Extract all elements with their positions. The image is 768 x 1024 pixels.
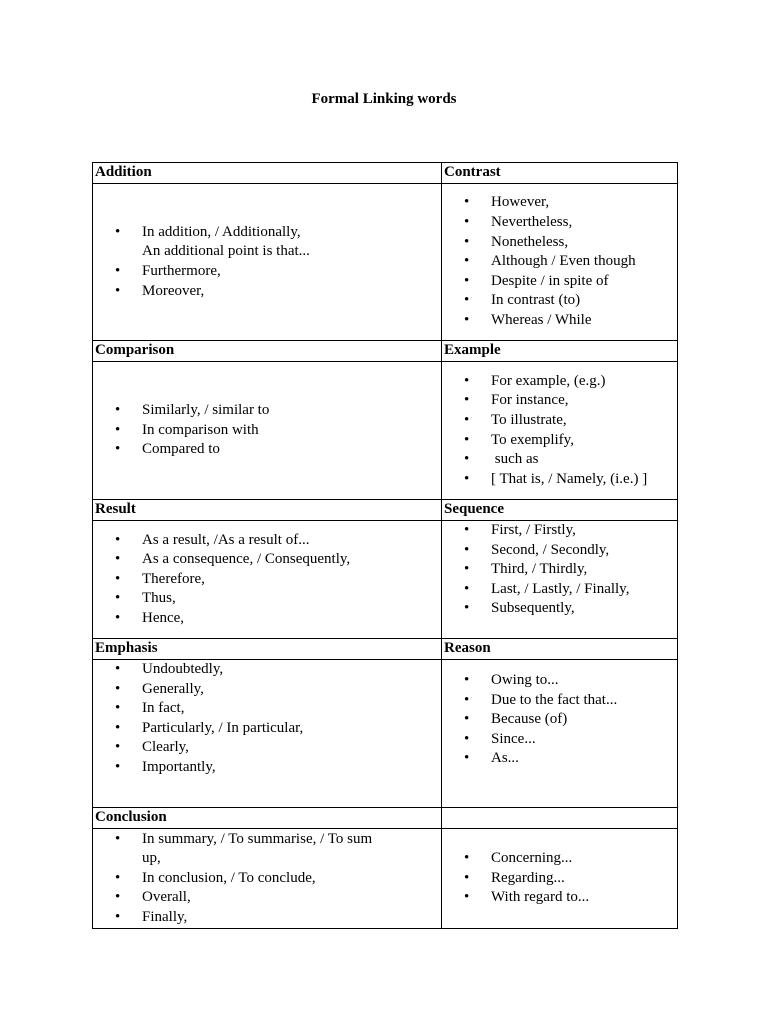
list-item: • Thus, (115, 589, 439, 609)
bullet-icon: • (115, 402, 121, 419)
bullet-icon: • (115, 830, 121, 847)
bullet-icon: • (464, 194, 470, 211)
table-content-row (93, 362, 678, 500)
list-item: • Particularly, / In particular, (115, 719, 439, 739)
bullet-icon: • (115, 869, 121, 886)
bullet-icon: • (464, 691, 470, 708)
bullet-icon: • (115, 739, 121, 756)
list-item: • Finally, (115, 908, 439, 928)
conclusion-cell (93, 829, 442, 929)
bullet-icon: • (464, 451, 470, 468)
list-item: • Since... (464, 730, 675, 750)
result-cell (93, 521, 442, 639)
list-item: • Nonetheless, (464, 233, 675, 253)
bullet-icon: • (464, 750, 470, 767)
bullet-icon: • (115, 908, 121, 925)
bullet-icon: • (464, 392, 470, 409)
list-item: • In addition, / Additionally, (115, 223, 439, 243)
table-content-row (93, 660, 678, 808)
contrast-cell (442, 184, 678, 341)
list-item: • Therefore, (115, 570, 439, 590)
list-item: • Importantly, (115, 758, 439, 778)
table-content-row (93, 521, 678, 639)
bullet-icon: • (115, 551, 121, 568)
bullet-icon: • (464, 850, 470, 867)
list-item: • In conclusion, / To conclude, (115, 869, 439, 889)
list-item: • Regarding... (464, 869, 675, 889)
table-header-row (93, 341, 678, 362)
comparison-list (95, 401, 439, 460)
example-cell (442, 362, 678, 500)
list-item: • As a consequence, / Consequently, (115, 550, 439, 570)
bullet-icon: • (115, 421, 121, 438)
bullet-icon: • (115, 263, 121, 279)
category-header-contrast: Contrast (442, 163, 678, 184)
bullet-icon: • (464, 730, 470, 747)
table-content-row (93, 184, 678, 341)
emphasis-list (95, 660, 439, 778)
list-item: • Due to the fact that... (464, 691, 675, 711)
list-item: • To illustrate, (464, 411, 675, 431)
sequence-list (444, 521, 675, 619)
bullet-icon: • (464, 541, 470, 558)
list-item: • Undoubtedly, (115, 660, 439, 680)
bullet-icon: • (464, 889, 470, 906)
table-header-row (93, 163, 678, 184)
list-item: • However, (464, 193, 675, 213)
list-item: • Despite / in spite of (464, 272, 675, 292)
contrast-list (444, 193, 675, 330)
list-item: • Furthermore, (115, 262, 439, 282)
list-item: • Owing to... (464, 671, 675, 691)
table-header-row (93, 639, 678, 660)
category-header-example: Example (442, 341, 678, 362)
bullet-icon: • (115, 680, 121, 697)
linking-words-table (92, 162, 678, 929)
list-item: • Hence, (115, 609, 439, 629)
list-item: • In comparison with (115, 421, 439, 441)
bullet-icon: • (464, 272, 470, 289)
bullet-icon: • (464, 672, 470, 688)
sequence-cell (442, 521, 678, 639)
list-item: • First, / Firstly, (464, 521, 675, 541)
category-header-reason: Reason (442, 639, 678, 660)
list-item: • Whereas / While (464, 311, 675, 331)
list-item: • In summary, / To summarise, / To sum (115, 830, 439, 850)
result-list (95, 531, 439, 629)
category-header-blank (442, 808, 678, 829)
bullet-icon: • (115, 441, 121, 458)
category-header-emphasis: Emphasis (93, 639, 442, 660)
bullet-icon: • (464, 233, 470, 250)
table-header-row (93, 500, 678, 521)
bullet-icon: • (464, 292, 470, 309)
list-item: • With regard to... (464, 888, 675, 908)
list-item: • Compared to (115, 440, 439, 460)
table-content-row (93, 829, 678, 929)
reason-cell (442, 660, 678, 808)
reason-list (444, 671, 675, 769)
list-item: • [ That is, / Namely, (i.e.) ] (464, 470, 675, 490)
list-item: • Overall, (115, 888, 439, 908)
category-header-addition: Addition (93, 163, 442, 184)
bullet-icon: • (115, 889, 121, 906)
bullet-icon: • (464, 561, 470, 578)
page-title: Formal Linking words (311, 91, 457, 107)
list-item: • Last, / Lastly, / Finally, (464, 580, 675, 600)
list-item: • In contrast (to) (464, 291, 675, 311)
bullet-icon: • (464, 522, 470, 538)
list-item: • Subsequently, (464, 599, 675, 619)
bullet-icon: • (115, 590, 121, 607)
list-item: • Second, / Secondly, (464, 541, 675, 561)
list-item: • Because (of) (464, 710, 675, 730)
category-header-sequence: Sequence (442, 500, 678, 521)
bullet-icon: • (464, 711, 470, 728)
list-item: • As a result, /As a result of... (115, 531, 439, 551)
bullet-icon: • (464, 411, 470, 428)
bullet-icon: • (464, 431, 470, 448)
list-item: • Nevertheless, (464, 213, 675, 233)
list-item: • Third, / Thirdly, (464, 560, 675, 580)
category-header-result: Result (93, 500, 442, 521)
list-item: • Generally, (115, 680, 439, 700)
bullet-icon: • (115, 609, 121, 626)
comparison-cell (93, 362, 442, 500)
reference-list (444, 849, 675, 908)
bullet-icon: • (464, 470, 470, 487)
bullet-icon: • (115, 758, 121, 775)
bullet-icon: • (464, 214, 470, 231)
bullet-icon: • (115, 282, 121, 299)
list-item-continuation: up, (142, 850, 161, 867)
bullet-icon: • (464, 869, 470, 886)
bullet-icon: • (464, 580, 470, 597)
list-item-continuation: An additional point is that... (142, 243, 310, 260)
category-header-conclusion: Conclusion (93, 808, 442, 829)
list-item: • such as (464, 450, 675, 470)
addition-list (95, 223, 439, 301)
bullet-icon: • (464, 600, 470, 617)
bullet-icon: • (464, 372, 470, 389)
list-item: • To exemplify, (464, 431, 675, 451)
list-item: • Concerning... (464, 849, 675, 869)
list-item: • Moreover, (115, 282, 439, 302)
bullet-icon: • (464, 253, 470, 270)
reference-cell (442, 829, 678, 929)
bullet-icon: • (115, 661, 121, 677)
bullet-icon: • (115, 719, 121, 736)
addition-cell (93, 184, 442, 341)
bullet-icon: • (464, 311, 470, 328)
bullet-icon: • (115, 570, 121, 587)
category-header-comparison: Comparison (93, 341, 442, 362)
list-item: • Although / Even though (464, 252, 675, 272)
emphasis-cell (93, 660, 442, 808)
table-header-row (93, 808, 678, 829)
bullet-icon: • (115, 531, 121, 548)
list-item: • In fact, (115, 699, 439, 719)
list-item: • Similarly, / similar to (115, 401, 439, 421)
example-list (444, 372, 675, 490)
list-item: • As... (464, 749, 675, 769)
list-item: • Clearly, (115, 738, 439, 758)
list-item: • For example, (e.g.) (464, 372, 675, 392)
conclusion-list (95, 830, 439, 928)
bullet-icon: • (115, 223, 121, 240)
list-item: • For instance, (464, 391, 675, 411)
bullet-icon: • (115, 700, 121, 717)
